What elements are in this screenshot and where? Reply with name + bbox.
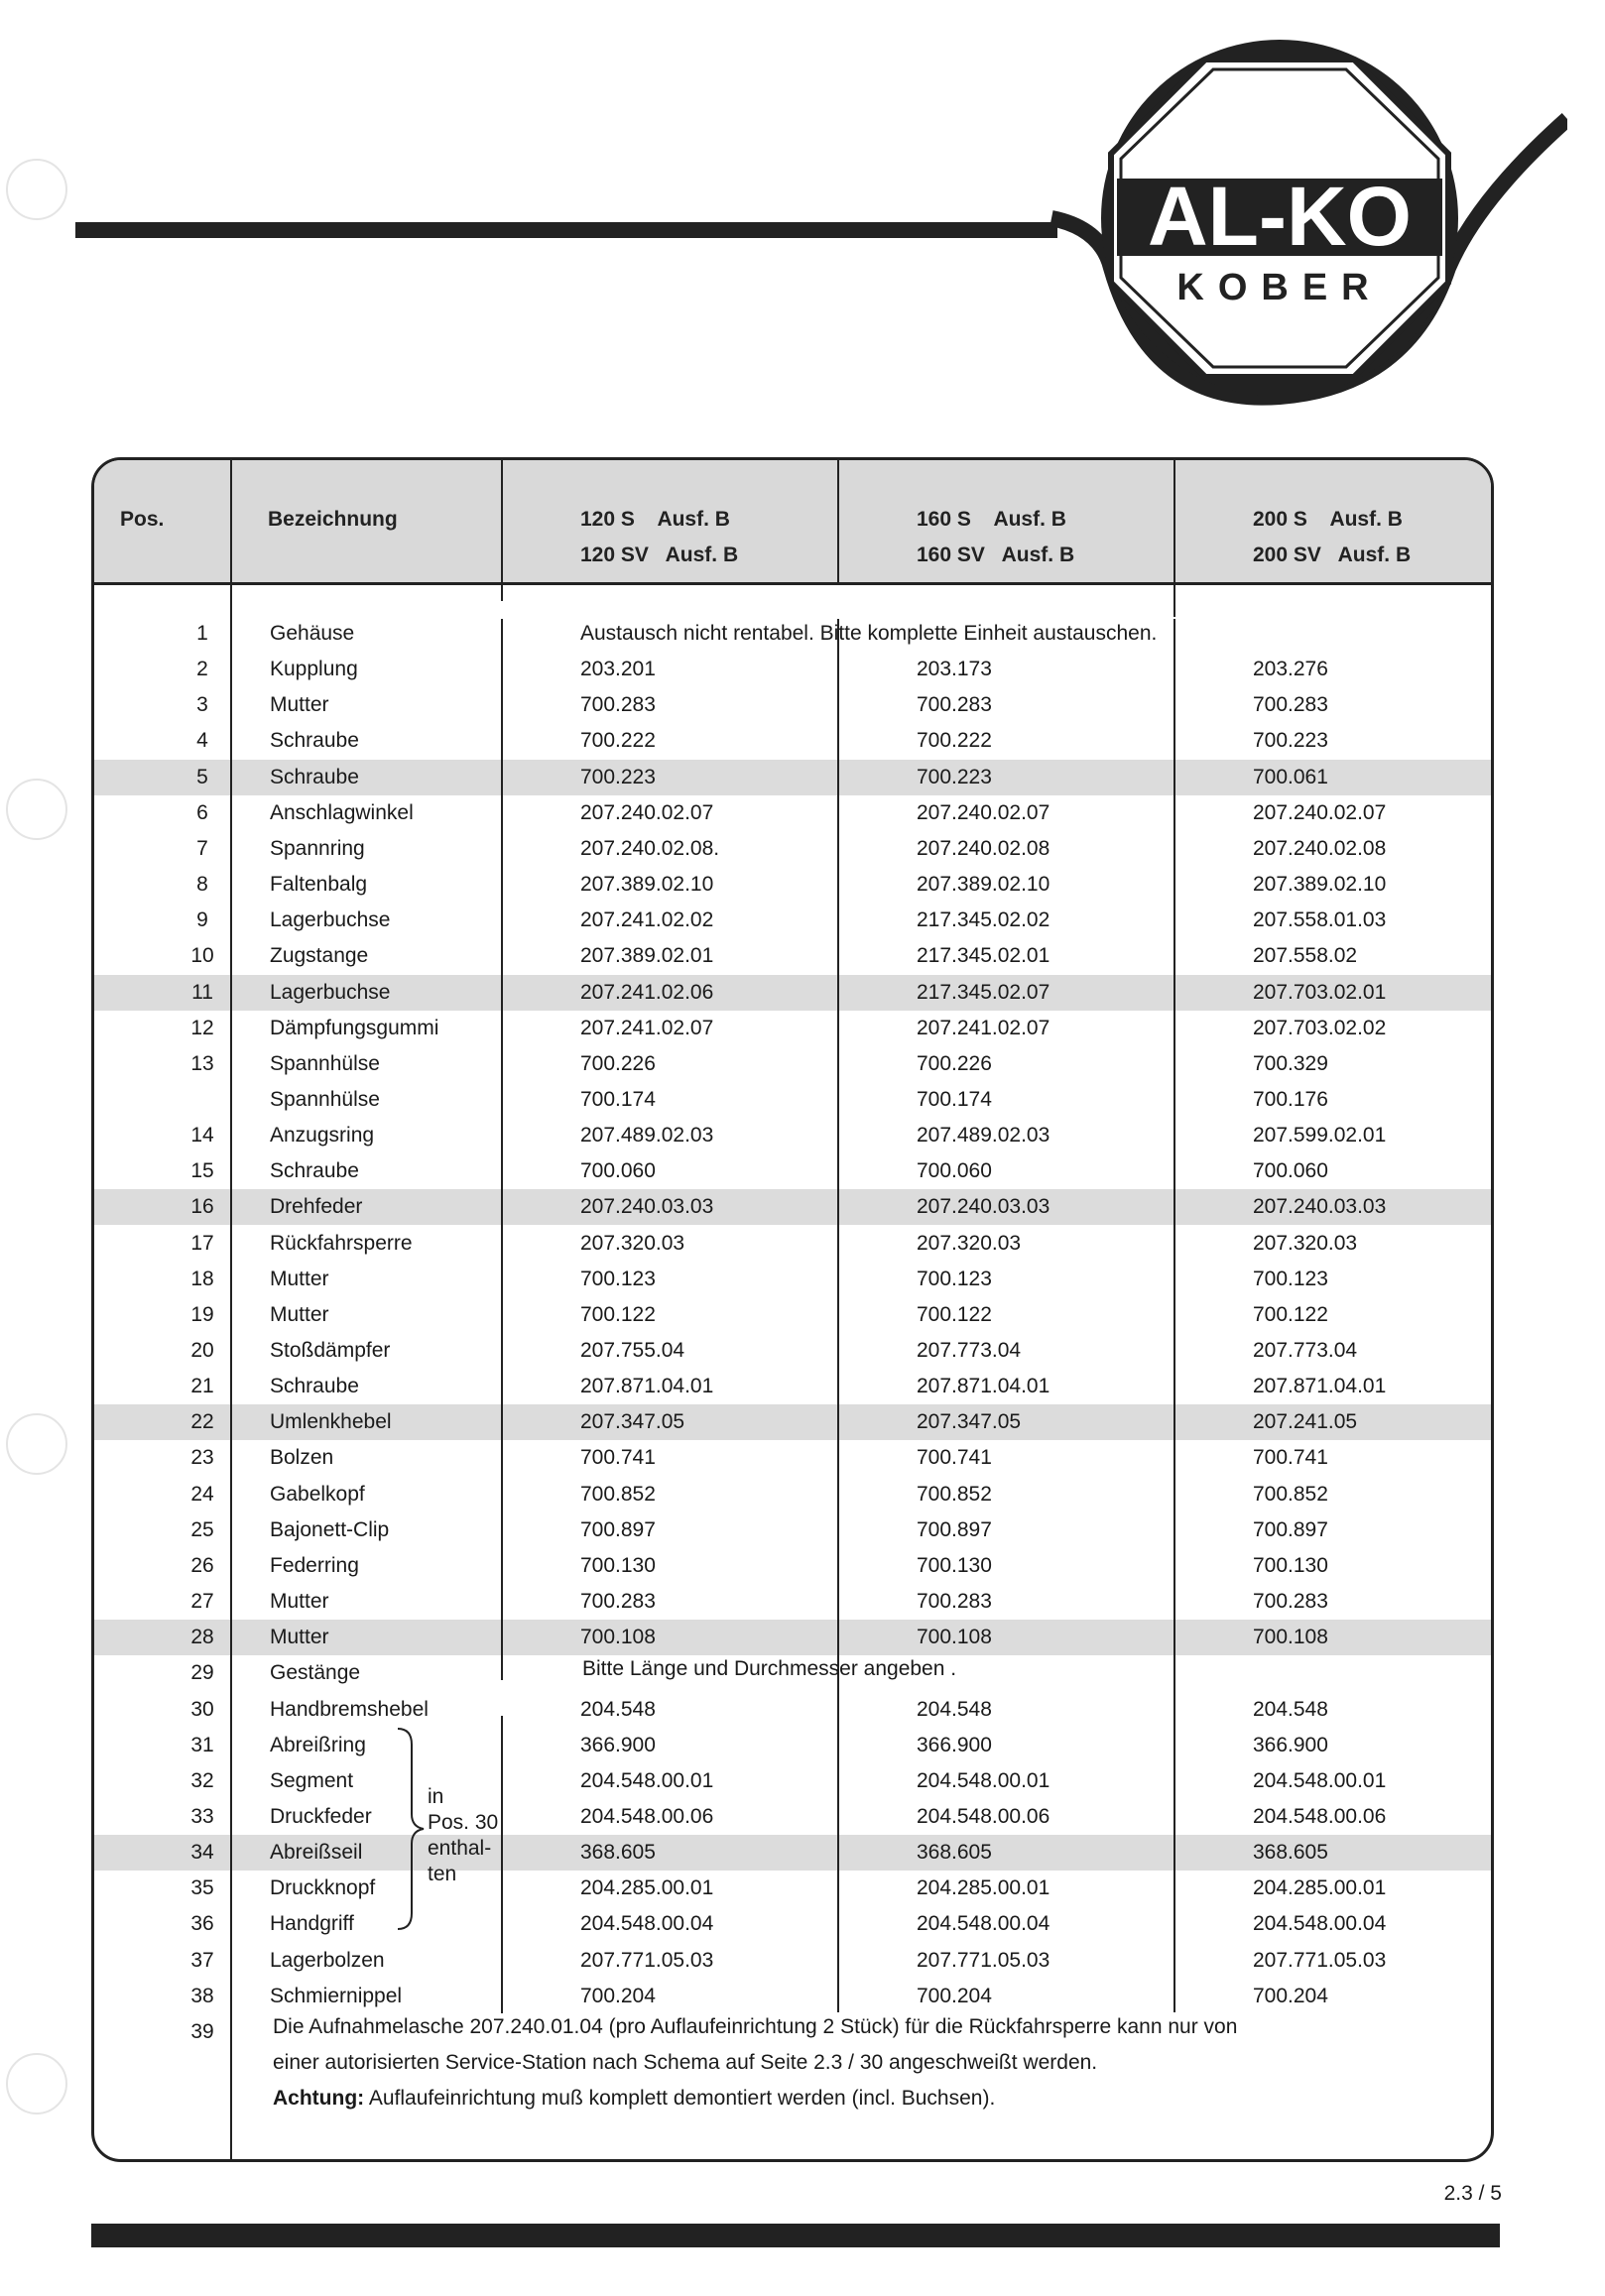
row1-note: Austausch nicht rentabel. Bitte komplette Einheit austauschen. (580, 622, 1158, 645)
col-divider (501, 585, 503, 601)
row-col3: 700.176 (1253, 1087, 1328, 1111)
row-col2: 204.548.00.01 (917, 1768, 1050, 1792)
row-col1: 700.741 (580, 1446, 656, 1470)
row-col3: 204.548.00.01 (1253, 1768, 1387, 1792)
row-col2: 207.240.02.07 (917, 800, 1050, 824)
header-col3-a: 200 S Ausf. B (1253, 508, 1403, 531)
col-divider (501, 1716, 503, 2013)
row-col1: 207.871.04.01 (580, 1375, 714, 1398)
row-desc: Schraube (270, 1159, 359, 1183)
row-col2: 700.222 (917, 729, 992, 753)
row-col1: 700.108 (580, 1626, 656, 1649)
row-desc: Schraube (270, 1375, 359, 1398)
table-row (94, 938, 1491, 974)
row-desc: Bolzen (270, 1446, 334, 1470)
row-col3: 207.773.04 (1253, 1339, 1358, 1362)
row-pos: 26 (190, 1553, 214, 1577)
table-row (94, 1333, 1491, 1369)
row-pos: 35 (190, 1876, 214, 1900)
table-row (94, 1763, 1491, 1799)
header-pos: Pos. (120, 508, 165, 531)
row-col2: 207.240.02.08 (917, 836, 1050, 860)
row-col1: 207.389.02.10 (580, 873, 714, 897)
row-col2: 700.283 (917, 1590, 992, 1614)
row-col1: 207.241.02.02 (580, 908, 714, 932)
row-col2: 204.548 (917, 1697, 992, 1721)
row-desc: Stoßdämpfer (270, 1339, 391, 1362)
brace-note-line: in (428, 1785, 444, 1808)
row-pos: 5 (196, 765, 208, 788)
row-col1: 366.900 (580, 1733, 656, 1756)
table-row (94, 723, 1491, 759)
table-row (94, 1835, 1491, 1871)
row-col1: 700.130 (580, 1553, 656, 1577)
row-desc: Anschlagwinkel (270, 800, 414, 824)
row-desc: Handgriff (270, 1912, 354, 1936)
col-divider (501, 460, 503, 585)
row-col3: 700.223 (1253, 729, 1328, 753)
table-row (94, 1512, 1491, 1548)
punch-hole (6, 779, 67, 840)
row-col3: 700.741 (1253, 1446, 1328, 1470)
row-col2: 700.060 (917, 1159, 992, 1183)
row-col2: 207.241.02.07 (917, 1016, 1050, 1039)
row-col3: 207.703.02.01 (1253, 980, 1387, 1004)
row-col2: 700.204 (917, 1984, 992, 2007)
row-pos: 15 (190, 1159, 214, 1183)
row-desc: Spannhülse (270, 1087, 380, 1111)
footer-note-line3 (273, 2087, 995, 2111)
row-col2: 700.897 (917, 1517, 992, 1541)
logo-sub: KOBER (1176, 267, 1383, 308)
table-row (94, 975, 1491, 1011)
row-col1: 207.240.02.08. (580, 836, 720, 860)
row-col1: 207.755.04 (580, 1339, 685, 1362)
row-col1: 700.222 (580, 729, 656, 753)
row-col1: 700.204 (580, 1984, 656, 2007)
row-col2: 700.852 (917, 1482, 992, 1506)
row-desc: Bajonett-Clip (270, 1517, 390, 1541)
row-desc: Mutter (270, 1302, 329, 1326)
row-col1: 207.241.02.06 (580, 980, 714, 1004)
row-col1: 207.240.02.07 (580, 800, 714, 824)
row-desc: Dämpfungsgummi (270, 1016, 439, 1039)
row-col1: 700.283 (580, 693, 656, 717)
row-desc: Abreißring (270, 1733, 366, 1756)
row-pos: 14 (190, 1124, 214, 1148)
row-col2: 207.489.02.03 (917, 1124, 1050, 1148)
row-pos: 22 (190, 1410, 214, 1434)
row-desc: Schmiernippel (270, 1984, 403, 2007)
row-col3: 207.389.02.10 (1253, 873, 1387, 897)
row-desc: Gehäuse (270, 622, 355, 645)
footer-bar (91, 2224, 1500, 2247)
punch-hole (6, 159, 67, 220)
brace-note-line: enthal- (428, 1837, 492, 1860)
row-desc: Abreißseil (270, 1841, 363, 1865)
row-col1: 700.123 (580, 1267, 656, 1290)
table-row (94, 1620, 1491, 1655)
logo-brand: AL-KO (1148, 170, 1412, 263)
row-col3: 207.241.05 (1253, 1410, 1358, 1434)
row-col3: 203.276 (1253, 658, 1328, 681)
row-col2: 207.347.05 (917, 1410, 1022, 1434)
row-col1: 368.605 (580, 1841, 656, 1865)
row-col3: 204.548 (1253, 1697, 1328, 1721)
table-row (94, 1799, 1491, 1835)
header-col2-b: 160 SV Ausf. B (917, 544, 1075, 566)
row-pos: 37 (190, 1948, 214, 1972)
brace-note-line: Pos. 30 (428, 1811, 499, 1834)
col-divider (230, 460, 232, 2162)
row-col3: 207.240.03.03 (1253, 1195, 1387, 1219)
col-divider (837, 460, 839, 585)
row-col2: 207.871.04.01 (917, 1375, 1050, 1398)
row-col3: 207.240.02.07 (1253, 800, 1387, 824)
row-pos: 25 (190, 1517, 214, 1541)
header-col1-a: 120 S Ausf. B (580, 508, 730, 531)
row-pos: 27 (190, 1590, 214, 1614)
row-desc: Lagerbuchse (270, 980, 391, 1004)
row-col1: 204.285.00.01 (580, 1876, 714, 1900)
row-desc: Mutter (270, 693, 329, 717)
row-pos: 1 (196, 622, 208, 645)
row-col3: 700.329 (1253, 1051, 1328, 1075)
row-pos: 28 (190, 1626, 214, 1649)
row-col3: 207.871.04.01 (1253, 1375, 1387, 1398)
row-desc: Lagerbolzen (270, 1948, 385, 1972)
table-row (94, 1082, 1491, 1118)
header-col2-a: 160 S Ausf. B (917, 508, 1066, 531)
row-desc: Mutter (270, 1626, 329, 1649)
row-pos: 2 (196, 658, 208, 681)
row-col2: 700.223 (917, 765, 992, 788)
row-pos: 24 (190, 1482, 214, 1506)
row-col1: 207.320.03 (580, 1231, 685, 1255)
row-pos: 23 (190, 1446, 214, 1470)
row-col1: 204.548.00.01 (580, 1768, 714, 1792)
row-col2: 207.771.05.03 (917, 1948, 1050, 1972)
table-row (94, 1979, 1491, 2014)
row-col3: 207.240.02.08 (1253, 836, 1387, 860)
attention-label: Achtung: (273, 2087, 365, 2110)
row-pos: 10 (190, 944, 214, 968)
header-col1-b: 120 SV Ausf. B (580, 544, 739, 566)
row-col1: 204.548.00.06 (580, 1804, 714, 1828)
row-col1: 700.223 (580, 765, 656, 788)
row-col2: 700.174 (917, 1087, 992, 1111)
row-col1: 700.283 (580, 1590, 656, 1614)
table-row (94, 1369, 1491, 1404)
row-col1: 207.771.05.03 (580, 1948, 714, 1972)
row-pos: 16 (190, 1195, 214, 1219)
row-desc: Druckknopf (270, 1876, 376, 1900)
row-col1: 700.852 (580, 1482, 656, 1506)
row-desc: Druckfeder (270, 1804, 372, 1828)
row-col2: 700.130 (917, 1553, 992, 1577)
table-row (94, 1584, 1491, 1620)
row-desc: Schraube (270, 765, 359, 788)
table-row (94, 1871, 1491, 1906)
row-desc: Schraube (270, 729, 359, 753)
row-pos: 39 (190, 2019, 214, 2043)
row-col3: 207.771.05.03 (1253, 1948, 1387, 1972)
col-divider (501, 619, 503, 1680)
table-header (94, 460, 1491, 585)
row-desc: Kupplung (270, 658, 358, 681)
header-bar (75, 222, 1057, 238)
row-col3: 700.283 (1253, 693, 1328, 717)
row-col1: 204.548.00.04 (580, 1912, 714, 1936)
row-col1: 700.060 (580, 1159, 656, 1183)
row-pos: 20 (190, 1339, 214, 1362)
row-pos: 34 (190, 1841, 214, 1865)
row-col2: 368.605 (917, 1841, 992, 1865)
table-row (94, 760, 1491, 795)
row-pos: 38 (190, 1984, 214, 2007)
table-row (94, 1226, 1491, 1262)
header-desc: Bezeichnung (268, 508, 398, 531)
table-row (94, 1404, 1491, 1440)
row-col2: 700.741 (917, 1446, 992, 1470)
row-desc: Drehfeder (270, 1195, 363, 1219)
header-col3-b: 200 SV Ausf. B (1253, 544, 1412, 566)
row-pos: 29 (190, 1661, 214, 1685)
row-col3: 700.852 (1253, 1482, 1328, 1506)
row-pos: 30 (190, 1697, 214, 1721)
row-pos: 3 (196, 693, 208, 717)
row-col3: 204.285.00.01 (1253, 1876, 1387, 1900)
row-desc: Anzugsring (270, 1124, 375, 1148)
brace-icon (392, 1725, 432, 1933)
row-col3: 700.130 (1253, 1553, 1328, 1577)
row-col2: 217.345.02.02 (917, 908, 1050, 932)
row-col2: 207.389.02.10 (917, 873, 1050, 897)
row-pos: 11 (191, 980, 213, 1004)
page-number: 2.3 / 5 (1443, 2182, 1502, 2205)
row-col3: 700.204 (1253, 1984, 1328, 2007)
row-col3: 207.320.03 (1253, 1231, 1358, 1255)
row-col3: 207.599.02.01 (1253, 1124, 1387, 1148)
row-pos: 13 (190, 1051, 214, 1075)
table-row (94, 1906, 1491, 1942)
row-pos: 19 (190, 1302, 214, 1326)
row-col1: 700.226 (580, 1051, 656, 1075)
row-col1: 700.122 (580, 1302, 656, 1326)
row-col1: 207.240.03.03 (580, 1195, 714, 1219)
row-desc: Gabelkopf (270, 1482, 365, 1506)
brace-note (428, 1784, 498, 1887)
row-col2: 204.548.00.04 (917, 1912, 1050, 1936)
row-pos: 17 (190, 1231, 214, 1255)
table-row (94, 1153, 1491, 1189)
table-row (94, 831, 1491, 867)
row-desc: Mutter (270, 1267, 329, 1290)
brace-note-line: ten (428, 1863, 457, 1885)
row-col2: 217.345.02.01 (917, 944, 1050, 968)
row-col1: 207.241.02.07 (580, 1016, 714, 1039)
table-row (94, 1440, 1491, 1476)
table-row (94, 1943, 1491, 1979)
row-desc: Gestänge (270, 1661, 361, 1685)
row-pos: 18 (190, 1267, 214, 1290)
row-col3: 207.558.02 (1253, 944, 1358, 968)
row-col3: 700.122 (1253, 1302, 1328, 1326)
row-col1: 207.489.02.03 (580, 1124, 714, 1148)
row-col1: 700.174 (580, 1087, 656, 1111)
row-pos: 21 (190, 1375, 214, 1398)
punch-hole (6, 2053, 67, 2115)
row-desc: Federring (270, 1553, 359, 1577)
row-col1: 207.389.02.01 (580, 944, 714, 968)
table-row (94, 903, 1491, 938)
row-col3: 204.548.00.04 (1253, 1912, 1387, 1936)
row-col3: 207.703.02.02 (1253, 1016, 1387, 1039)
row-pos: 36 (190, 1912, 214, 1936)
attention-text: Auflaufeinrichtung muß komplett demontiert werden (incl. Buchsen). (364, 2087, 996, 2110)
row-desc: Spannring (270, 836, 365, 860)
table-row (94, 1262, 1491, 1297)
row-desc: Umlenkhebel (270, 1410, 392, 1434)
table-row (94, 687, 1491, 723)
row-col3: 366.900 (1253, 1733, 1328, 1756)
row-desc: Zugstange (270, 944, 369, 968)
table-row (94, 1011, 1491, 1046)
row-col1: 700.897 (580, 1517, 656, 1541)
row-col3: 700.108 (1253, 1626, 1328, 1649)
table-row (94, 1297, 1491, 1333)
col-divider (837, 619, 839, 2012)
row-col3: 700.060 (1253, 1159, 1328, 1183)
row-col2: 700.226 (917, 1051, 992, 1075)
table-row (94, 1548, 1491, 1584)
parts-table (91, 457, 1494, 2162)
row-col2: 207.240.03.03 (917, 1195, 1050, 1219)
col-divider (1173, 585, 1175, 617)
row-pos: 8 (196, 873, 208, 897)
row-col3: 207.558.01.03 (1253, 908, 1387, 932)
row-desc: Mutter (270, 1590, 329, 1614)
table-row (94, 1728, 1491, 1763)
row-col2: 217.345.02.07 (917, 980, 1050, 1004)
row-col1: 203.201 (580, 658, 656, 681)
table-row (94, 652, 1491, 687)
row-col3: 368.605 (1253, 1841, 1328, 1865)
alko-kober-logo (1012, 40, 1567, 417)
footer-note-line1: Die Aufnahmelasche 207.240.01.04 (pro Auflaufeinrichtung 2 Stück) für die Rückfahrsperre kann nur von (273, 2015, 1238, 2038)
row-col2: 207.773.04 (917, 1339, 1022, 1362)
row-col3: 700.283 (1253, 1590, 1328, 1614)
footer-note-line2: einer autorisierten Service-Station nach Schema auf Seite 2.3 / 30 angeschweißt werden. (273, 2051, 1098, 2074)
row-col2: 700.283 (917, 693, 992, 717)
row-col2: 700.123 (917, 1267, 992, 1290)
row-desc: Segment (270, 1768, 354, 1792)
table-row (94, 1477, 1491, 1512)
col-divider (1173, 619, 1175, 2012)
row29-note: Bitte Länge und Durchmesser angeben . (582, 1657, 957, 1680)
row-col1: 207.347.05 (580, 1410, 685, 1434)
table-row (94, 1118, 1491, 1153)
row-col1: 204.548 (580, 1697, 656, 1721)
row-pos: 33 (190, 1804, 214, 1828)
row-col2: 700.108 (917, 1626, 992, 1649)
row-col2: 204.285.00.01 (917, 1876, 1050, 1900)
row-col3: 700.123 (1253, 1267, 1328, 1290)
row-col2: 207.320.03 (917, 1231, 1022, 1255)
row-pos: 6 (196, 800, 208, 824)
row-desc: Spannhülse (270, 1051, 380, 1075)
row-col2: 700.122 (917, 1302, 992, 1326)
row-pos: 31 (190, 1733, 214, 1756)
table-row (94, 1046, 1491, 1082)
table-row (94, 1692, 1491, 1728)
row-pos: 9 (196, 908, 208, 932)
row-col2: 203.173 (917, 658, 992, 681)
row-col3: 700.061 (1253, 765, 1328, 788)
row-desc: Faltenbalg (270, 873, 368, 897)
row-desc: Handbremshebel (270, 1697, 429, 1721)
row-desc: Rückfahrsperre (270, 1231, 413, 1255)
row-pos: 4 (196, 729, 208, 753)
row-desc: Lagerbuchse (270, 908, 391, 932)
row-col2: 366.900 (917, 1733, 992, 1756)
table-row (94, 867, 1491, 903)
row-col3: 204.548.00.06 (1253, 1804, 1387, 1828)
row-col3: 700.897 (1253, 1517, 1328, 1541)
table-row (94, 1189, 1491, 1225)
col-divider (1173, 460, 1175, 585)
row-pos: 32 (190, 1768, 214, 1792)
row-pos: 12 (190, 1016, 214, 1039)
row-pos: 7 (196, 836, 208, 860)
row-col2: 204.548.00.06 (917, 1804, 1050, 1828)
table-row (94, 795, 1491, 831)
punch-hole (6, 1413, 67, 1475)
